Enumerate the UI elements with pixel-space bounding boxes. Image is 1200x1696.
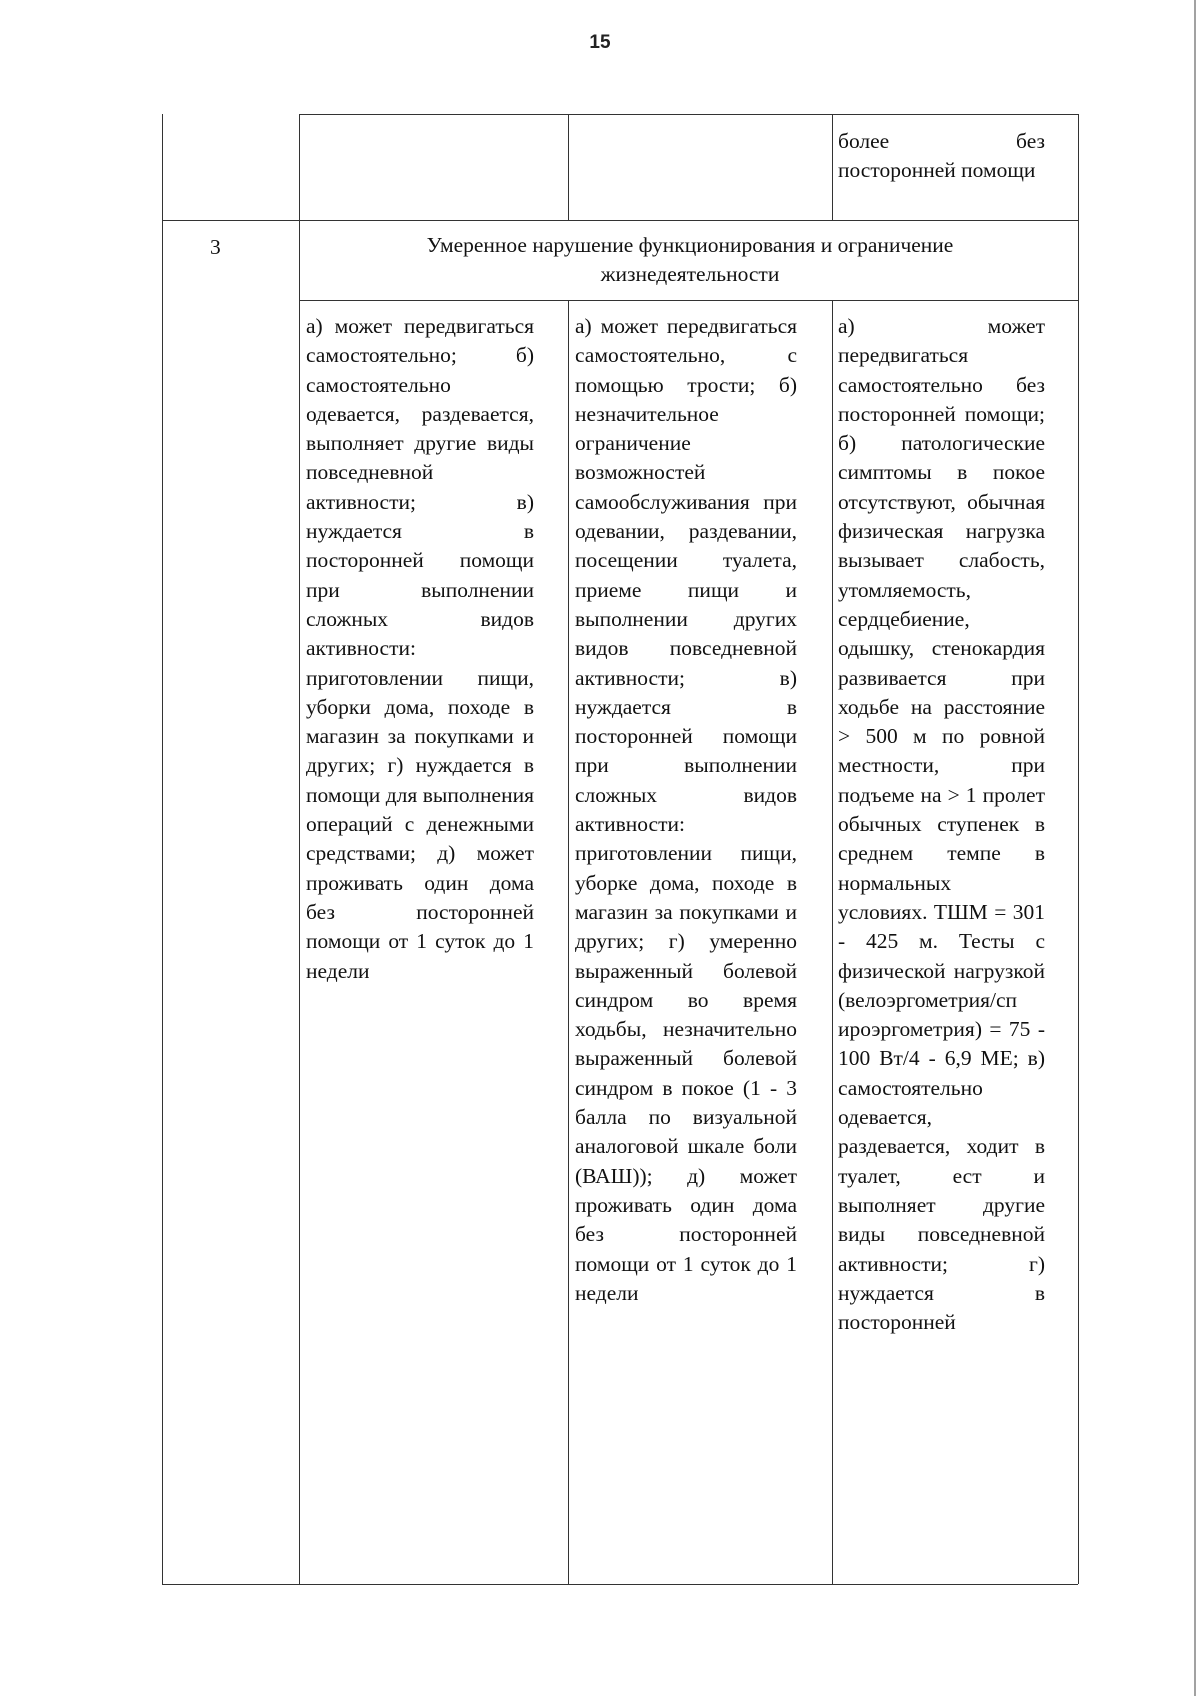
table-border-col4 [832, 300, 833, 1584]
row-number: 3 [210, 235, 221, 259]
table-border-heading-bottom [299, 300, 1078, 301]
row3-col2-cell: а) может передвигаться самостоятельно; б) самостоятельно одевается, раздевается, выполняет другие виды повседневной активности; в) нуждается в посторонней помощи при выполнении сложных видов активности: приготовлении пищи, уборки дома, походе в магазин за покупками и других; г) нуждается в помощи для выполнения операций с денежными средствами; д) может проживать один дома без посторонней помощи от 1 суток до 1 недели [306, 314, 534, 983]
row3-col4-cell: а) может передвигаться самостоятельно без посторонней помощи; б) патологические симптомы в покое отсутствуют, обычная физическая нагрузка вызывает слабость, утомляемость, сердцебиение, одышку, стенокардия развивается при ходьбе на расстояние > 500 м по ровной местности, при подъеме на > 1 пролет обычных ступенек в среднем темпе в нормальных условиях. ТШМ = 301 - 425 м. Тесты с физической нагрузкой (велоэргометрия/сп ироэргометрия) = 75 - 100 Вт/4 - 6,9 МЕ; в) самостоятельно одевается, раздевается, ходит в туалет, ест и выполняет другие виды повседневной активности; г) нуждается в посторонней [838, 314, 1045, 1335]
table-border-row3-top [162, 220, 1078, 221]
table-border-col3 [568, 300, 569, 1584]
table-border-col2 [299, 114, 300, 1584]
top-row-col4-cell: более без посторонней помощи [838, 129, 1045, 183]
table-border-left [162, 114, 163, 1584]
table-border-right [1078, 114, 1079, 1584]
page-number: 15 [589, 32, 611, 53]
row-heading: Умеренное нарушение функционирования и ограничение жизнедеятельности [426, 233, 954, 287]
row3-col3-cell: а) может передвигаться самостоятельно, с помощью трости; б) незначительное ограничение возможностей самообслуживания при одевании, раздевании, посещении туалета, приеме пищи и выполнении других видов повседневной активности; в) нуждается в посторонней помощи при выполнении сложных видов активности: приготовлении пищи, уборке дома, походе в магазин за покупками и других; г) умеренно выраженный болевой синдром во время ходьбы, незначительно выраженный болевой синдром в покое (1 - 3 балла по визуальной аналоговой шкале боли (ВАШ)); д) может проживать один дома без посторонней помощи от 1 суток до 1 недели [575, 314, 797, 1305]
table-border-col4-top [832, 114, 833, 220]
table-border-bottom [162, 1584, 1078, 1585]
table-border-top [299, 114, 1078, 115]
table-border-col3-top [568, 114, 569, 220]
